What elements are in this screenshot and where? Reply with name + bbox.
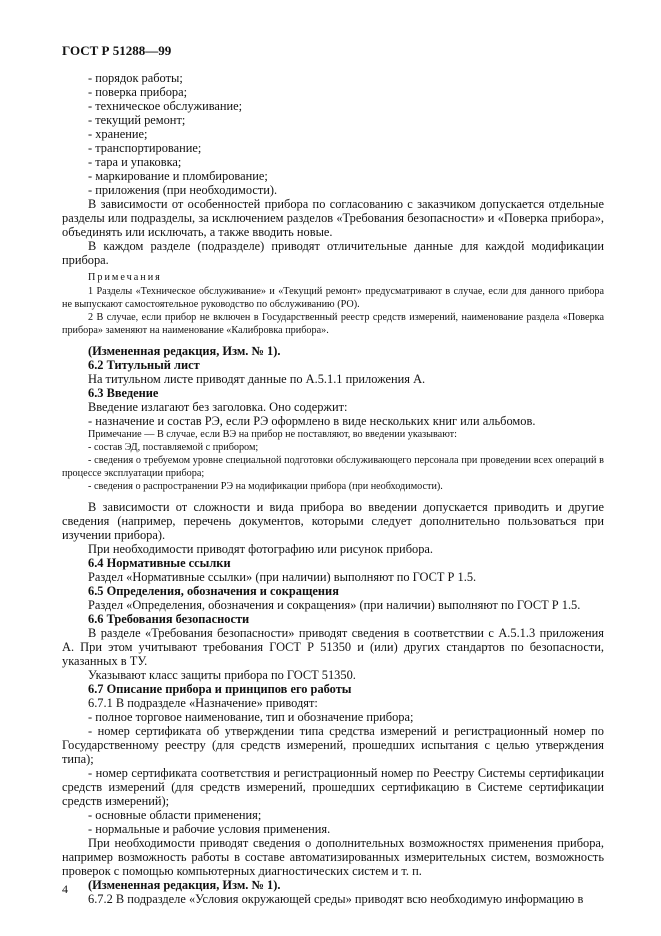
section-heading-6-7: 6.7 Описание прибора и принципов его работы: [88, 682, 352, 696]
list-item: - основные области применения;: [88, 808, 262, 822]
note-item: 2 В случае, если прибор не включен в Государственный реестр средств измерений, наименование раздела «Поверка прибора» заменяют на наименование «Калибровка прибора».: [62, 312, 604, 336]
list-item: - транспортирование;: [88, 141, 202, 155]
list-item: - тара и упаковка;: [88, 155, 182, 169]
note: Примечание — В случае, если ВЭ на прибор не поставляют, во введении указывают:: [88, 429, 457, 440]
list-item: - техническое обслуживание;: [88, 99, 243, 113]
paragraph: 6.7.2 В подразделе «Условия окружающей среды» приводят всю необходимую информацию в: [88, 892, 584, 906]
notes-title: Примечания: [88, 272, 162, 283]
document-header: ГОСТ Р 51288—99: [62, 43, 172, 58]
section-heading-6-4: 6.4 Нормативные ссылки: [88, 556, 231, 570]
paragraph: Введение излагают без заголовка. Оно содержит:: [88, 400, 348, 414]
list-item: - полное торговое наименование, тип и обозначение прибора;: [88, 710, 414, 724]
paragraph: Раздел «Определения, обозначения и сокращения» (при наличии) выполняют по ГОСТ Р 1.5.: [88, 598, 581, 612]
list-item: - номер сертификата об утверждении типа средства измерений и регистрационный номер по Государственному реестру (для средств измерений, прошедших испытания с целью утверждения типа);: [62, 724, 604, 766]
list-item: - номер сертификата соответствия и регистрационный номер по Реестру Системы сертификации средств измерений (для средств измерений, прошедших сертификацию в Системе сертификации средств измерений);: [62, 766, 604, 808]
contents-list: [62, 71, 604, 197]
list-item: - поверка прибора;: [88, 85, 188, 99]
list-item: - порядок работы;: [88, 71, 183, 85]
list-item: - маркирование и пломбирование;: [88, 169, 268, 183]
section-heading-6-5: 6.5 Определения, обозначения и сокращения: [88, 584, 339, 598]
section-heading-6-2: 6.2 Титульный лист: [88, 358, 200, 372]
paragraph: В зависимости от особенностей прибора по согласованию с заказчиком допускается отдельные разделы или подразделы, за исключением разделов «Требования безопасности» и «Поверка прибора», объединять или исключать, а также вводить новые.: [62, 197, 604, 239]
note-item: - сведения о требуемом уровне специальной подготовки обслуживающего персонала при проведении всех операций в процессе эксплуатации прибора;: [62, 455, 604, 479]
list-item: - нормальные и рабочие условия применения.: [88, 822, 331, 836]
document-body: [62, 71, 604, 906]
note-item: 1 Разделы «Техническое обслуживание» и «Текущий ремонт» предусматривают в случае, если для данного прибора не выпускают самостоятельное руководство по обслуживанию (РО).: [62, 286, 604, 310]
paragraph: На титульном листе приводят данные по А.5.1.1 приложения А.: [88, 372, 426, 386]
paragraph: При необходимости приводят фотографию или рисунок прибора.: [88, 542, 433, 556]
paragraph: Раздел «Нормативные ссылки» (при наличии) выполняют по ГОСТ Р 1.5.: [88, 570, 477, 584]
note-item: - состав ЭД, поставляемой с прибором;: [88, 442, 259, 453]
list-item: - приложения (при необходимости).: [88, 183, 278, 197]
list-item: - хранение;: [88, 127, 148, 141]
revision-note: (Измененная редакция, Изм. № 1).: [88, 344, 281, 358]
list-item: - текущий ремонт;: [88, 113, 186, 127]
paragraph: В каждом разделе (подразделе) приводят отличительные данные для каждой модификации прибора.: [62, 239, 604, 267]
paragraph: При необходимости приводят сведения о дополнительных возможностях применения прибора, например возможность работы в составе автоматизированных измерительных систем, возможность проверок с помощью компьютерных диагностических систем и т. п.: [62, 836, 604, 878]
paragraph: В разделе «Требования безопасности» приводят сведения в соответствии с А.5.1.3 приложения А. При этом учитывают требования ГОСТ Р 51350 и (или) других стандартов по безопасности, указанных в ТУ.: [62, 626, 604, 668]
paragraph: В зависимости от сложности и вида прибора во введении допускается приводить и другие сведения (например, перечень документов, которыми следует дополнительно пользоваться при изучении прибора).: [62, 500, 604, 542]
paragraph: 6.7.1 В подразделе «Назначение» приводят:: [88, 696, 318, 710]
section-heading-6-6: 6.6 Требования безопасности: [88, 612, 250, 626]
section-heading-6-3: 6.3 Введение: [88, 386, 159, 400]
note-item: - сведения о распространении РЭ на модификации прибора (при необходимости).: [88, 481, 443, 492]
revision-note: (Измененная редакция, Изм. № 1).: [88, 878, 281, 892]
page-number: 4: [62, 882, 68, 896]
paragraph: Указывают класс защиты прибора по ГОСТ 51350.: [88, 668, 356, 682]
list-item: - назначение и состав РЭ, если РЭ оформлено в виде нескольких книг или альбомов.: [88, 414, 536, 428]
